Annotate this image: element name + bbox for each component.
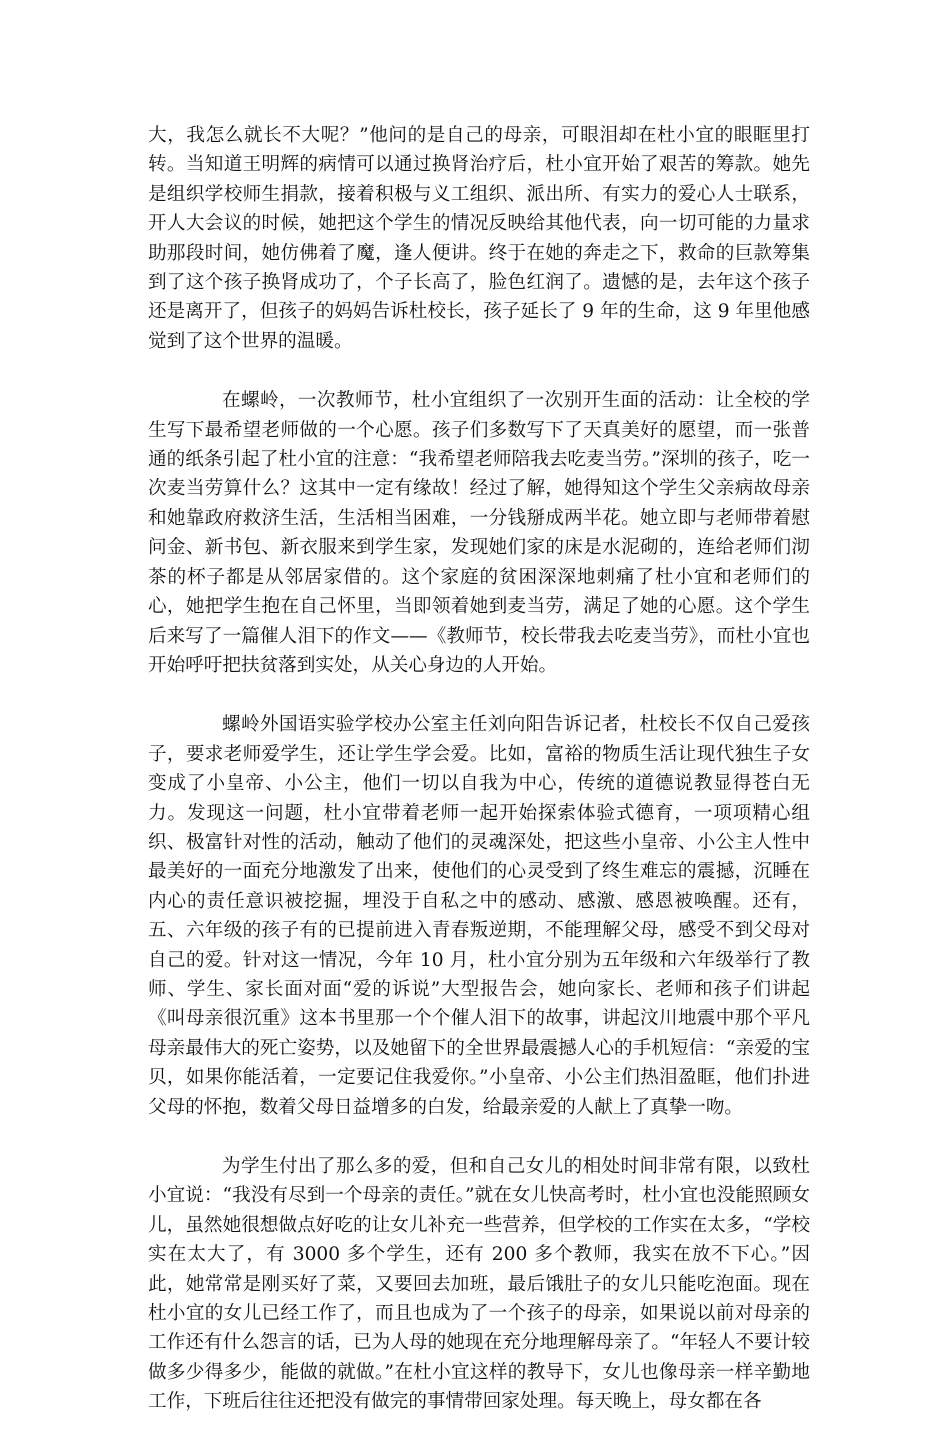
- paragraph-3: 螺岭外国语实验学校办公室主任刘向阳告诉记者，杜校长不仅自己爱孩子，要求老师爱学生，还让学生学会爱。比如，富裕的物质生活让现代独生子女变成了小皇帝、小公主，他们一切以自我为中心，传统的道德说教显得苍白无力。发现这一问题，杜小宜带着老师一起开始探索体验式德育，一项项精心组织、极富针对性的活动，触动了他们的灵魂深处，把这些小皇帝、小公主人性中最美好的一面充分地激发了出来，使他们的心灵受到了终生难忘的震撼，沉睡在内心的责任意识被挖掘，埋没于自私之中的感动、感激、感恩被唤醒。还有，五、六年级的孩子有的已提前进入青春叛逆期，不能理解父母，感受不到父母对自己的爱。针对这一情况，今年 10 月，杜小宜分别为五年级和六年级举行了教师、学生、家长面对面“爱的诉说”大型报告会，她向家长、老师和孩子们讲起《叫母亲很沉重》这本书里那一个个催人泪下的故事，讲起汶川地震中那个平凡母亲最伟大的死亡姿势，以及她留下的全世界最震撼人心的手机短信：“亲爱的宝贝，如果你能活着，一定要记住我爱你。”小皇帝、小公主们热泪盈眶，他们扑进父母的怀抱，数着父母日益增多的白发，给最亲爱的人献上了真挚一吻。: [148, 714, 810, 1118]
- article-body: [148, 121, 810, 1447]
- paragraph-1: 大，我怎么就长不大呢？”他问的是自己的母亲，可眼泪却在杜小宜的眼眶里打转。当知道王明辉的病情可以通过换肾治疗后，杜小宜开始了艰苦的筹款。她先是组织学校师生捐款，接着积极与义工组织、派出所、有实力的爱心人士联系，开人大会议的时候，她把这个学生的情况反映给其他代表，向一切可能的力量求助那段时间，她仿佛着了魔，逢人便讲。终于在她的奔走之下，救命的巨款筹集到了这个孩子换肾成功了，个子长高了，脸色红润了。遗憾的是，去年这个孩子还是离开了，但孩子的妈妈告诉杜校长，孩子延长了 9 年的生命，这 9 年里他感觉到了这个世界的温暖。: [148, 125, 810, 352]
- paragraph-4: 为学生付出了那么多的爱，但和自己女儿的相处时间非常有限，以致杜小宜说：“我没有尽到一个母亲的责任。”就在女儿快高考时，杜小宜也没能照顾女儿，虽然她很想做点好吃的让女儿补充一些营养，但学校的工作实在太多，“学校实在太大了，有 3000 多个学生，还有 200 多个教师，我实在放不下心。”因此，她常常是刚买好了菜，又要回去加班，最后饿肚子的女儿只能吃泡面。现在杜小宜的女儿已经工作了，而且也成为了一个孩子的母亲，如果说以前对母亲的工作还有什么怨言的话，已为人母的她现在充分地理解母亲了。“年轻人不要计较做多少得多少，能做的就做。”在杜小宜这样的教导下，女儿也像母亲一样辛勤地工作，下班后往往还把没有做完的事情带回家处理。每天晚上，母女都在各: [148, 1156, 810, 1413]
- paragraph-2: 在螺岭，一次教师节，杜小宜组织了一次别开生面的活动：让全校的学生写下最希望老师做的一个心愿。孩子们多数写下了天真美好的愿望，而一张普通的纸条引起了杜小宜的注意：“我希望老师陪我去吃麦当劳。”深圳的孩子，吃一次麦当劳算什么？这其中一定有缘故！经过了解，她得知这个学生父亲病故母亲和她靠政府救济生活，生活相当困难，一分钱掰成两半花。她立即与老师带着慰问金、新书包、新衣服来到学生家，发现她们家的床是水泥砌的，连给老师们沏茶的杯子都是从邻居家借的。这个家庭的贫困深深地刺痛了杜小宜和老师们的心，她把学生抱在自己怀里，当即领着她到麦当劳，满足了她的心愿。这个学生后来写了一篇催人泪下的作文——《教师节，校长带我去吃麦当劳》，而杜小宜也开始呼吁把扶贫落到实处，从关心身边的人开始。: [148, 390, 810, 676]
